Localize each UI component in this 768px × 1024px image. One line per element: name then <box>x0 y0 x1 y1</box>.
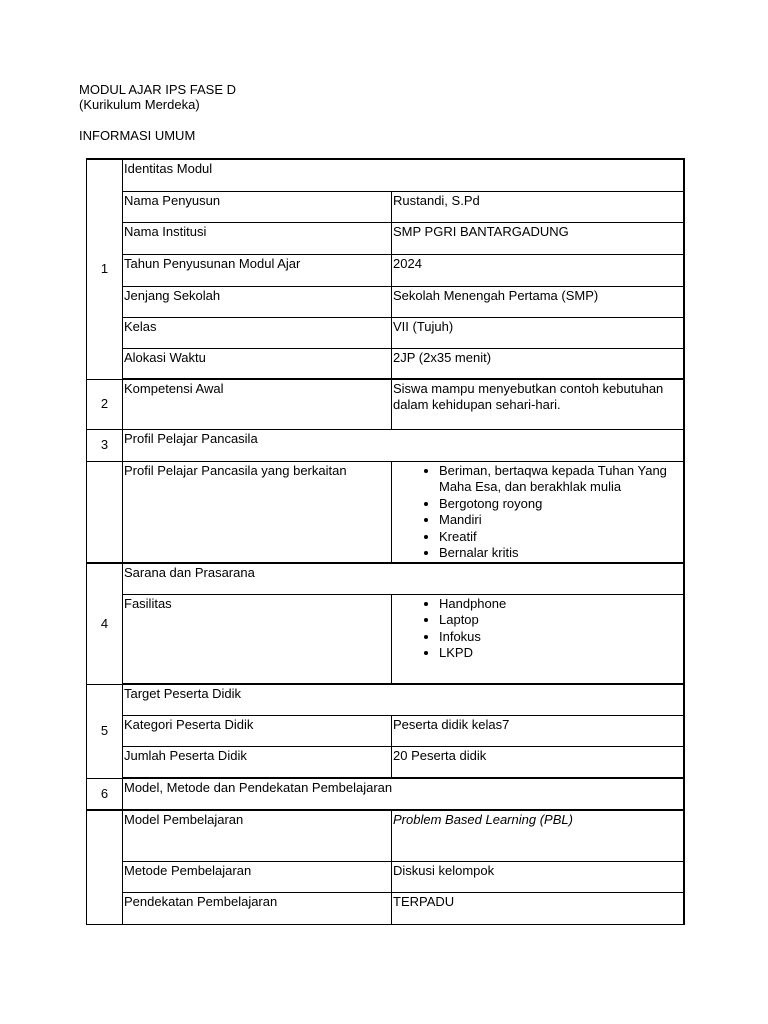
row-label: Profil Pelajar Pancasila yang berkaitan <box>123 461 392 563</box>
table-row <box>87 715 684 746</box>
row-label: Kategori Peserta Didik <box>123 715 392 746</box>
table-row <box>87 778 684 810</box>
fasilitas-list <box>393 596 682 662</box>
row-value: Rustandi, S.Pd <box>392 191 684 222</box>
row-value: Siswa mampu menyebutkan contoh kebutuhan dalam kehidupan sehari-hari. <box>392 379 684 429</box>
table-row <box>87 746 684 778</box>
row-label: Tahun Penyusunan Modul Ajar <box>123 254 392 286</box>
table-row <box>87 892 684 924</box>
list-item: • Kreatif <box>439 529 682 546</box>
list-item: • Mandiri <box>439 512 682 529</box>
table-row <box>87 222 684 254</box>
table-row <box>87 429 684 461</box>
row-label: Metode Pembelajaran <box>123 861 392 892</box>
row-value: 20 Peserta didik <box>392 746 684 778</box>
profil-list <box>393 463 682 563</box>
section-number-4: 4 <box>87 563 123 684</box>
list-item: • Beriman, bertaqwa kepada Tuhan Yang Maha Esa, dan berakhlak mulia <box>439 463 682 496</box>
row-value: VII (Tujuh) <box>392 317 684 348</box>
section-number-2: 2 <box>87 379 123 429</box>
row-label: Kompetensi Awal <box>123 379 392 429</box>
section-heading-target: Target Peserta Didik <box>123 684 684 715</box>
table-row <box>87 861 684 892</box>
row-value: TERPADU <box>392 892 684 924</box>
document-subtitle: (Kurikulum Merdeka) <box>79 97 200 112</box>
row-label: Nama Penyusun <box>123 191 392 222</box>
row-label: Jumlah Peserta Didik <box>123 746 392 778</box>
row-label: Nama Institusi <box>123 222 392 254</box>
row-label: Model Pembelajaran <box>123 810 392 861</box>
table-row <box>87 379 684 429</box>
section-number-6: 6 <box>87 778 123 810</box>
row-label: Fasilitas <box>123 594 392 684</box>
list-item: • Bergotong royong <box>439 496 682 513</box>
row-value: 2024 <box>392 254 684 286</box>
section-heading-model: Model, Metode dan Pendekatan Pembelajaran <box>123 778 684 810</box>
row-label: Kelas <box>123 317 392 348</box>
row-value: 2JP (2x35 menit) <box>392 348 684 379</box>
row-label: Jenjang Sekolah <box>123 286 392 317</box>
table-row <box>87 317 684 348</box>
module-info-table <box>86 158 685 925</box>
row-value: Problem Based Learning (PBL) <box>392 810 684 861</box>
table-row <box>87 286 684 317</box>
row-label: Pendekatan Pembelajaran <box>123 892 392 924</box>
table-row <box>87 810 684 861</box>
list-item: • Bernalar kritis <box>439 545 682 562</box>
table-row <box>87 159 684 191</box>
section-heading-profil: Profil Pelajar Pancasila <box>123 429 684 461</box>
table-row <box>87 348 684 379</box>
empty-cell <box>87 810 123 924</box>
row-label: Alokasi Waktu <box>123 348 392 379</box>
section-number-5: 5 <box>87 684 123 778</box>
row-value: Diskusi kelompok <box>392 861 684 892</box>
section-heading-sarana: Sarana dan Prasarana <box>123 563 684 594</box>
section-heading: INFORMASI UMUM <box>79 128 196 143</box>
list-item: • LKPD <box>439 645 682 662</box>
table-row <box>87 254 684 286</box>
row-value: SMP PGRI BANTARGADUNG <box>392 222 684 254</box>
table-row <box>87 461 684 563</box>
table-row <box>87 594 684 684</box>
row-value: Sekolah Menengah Pertama (SMP) <box>392 286 684 317</box>
list-item: • Infokus <box>439 629 682 646</box>
table-row <box>87 191 684 222</box>
table-row <box>87 563 684 594</box>
table-row <box>87 684 684 715</box>
section-number-3: 3 <box>87 429 123 461</box>
section-number-1: 1 <box>87 159 123 379</box>
empty-cell <box>87 461 123 563</box>
list-item: • Laptop <box>439 612 682 629</box>
document-title: MODUL AJAR IPS FASE D <box>79 82 237 97</box>
row-value: Peserta didik kelas7 <box>392 715 684 746</box>
section-heading-identitas: Identitas Modul <box>123 159 684 191</box>
profil-list-cell <box>392 461 684 563</box>
list-item: • Handphone <box>439 596 682 613</box>
fasilitas-list-cell <box>392 594 684 684</box>
